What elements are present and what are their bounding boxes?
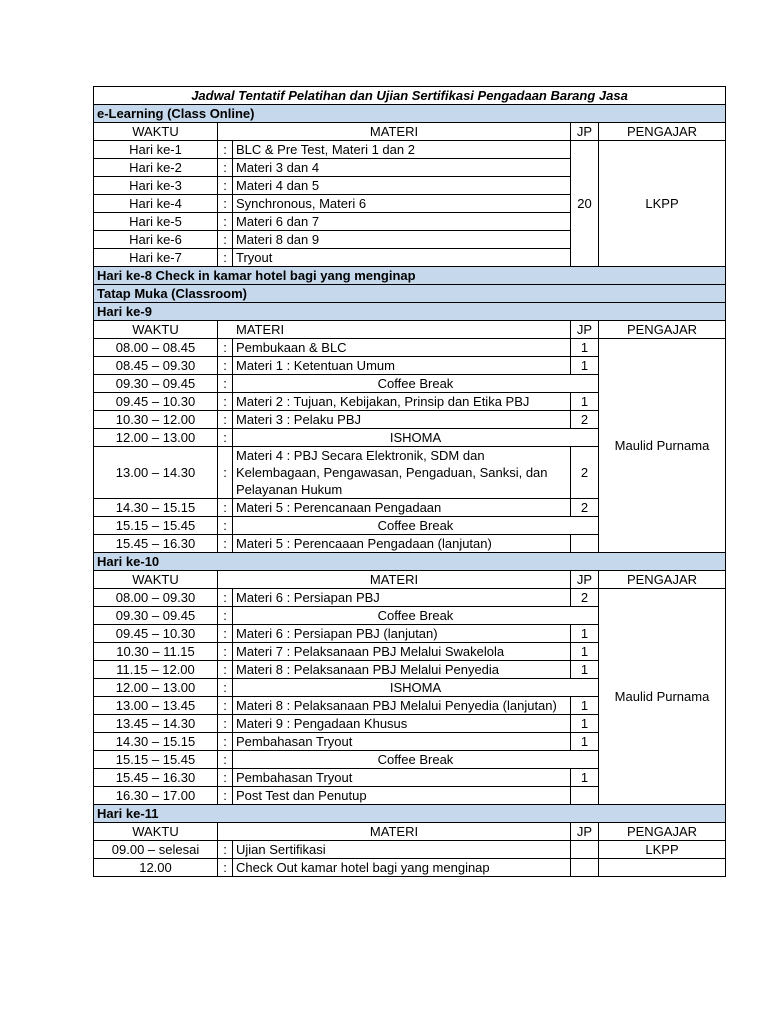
schedule-page — [93, 86, 725, 877]
colon-cell: : — [218, 607, 233, 625]
section-tatap-muka: Tatap Muka (Classroom) — [94, 285, 726, 303]
waktu-cell: 10.30 – 11.15 — [94, 643, 218, 661]
materi-cell: Materi 3 dan 4 — [233, 159, 571, 177]
colon-cell: : — [218, 213, 233, 231]
waktu-cell: Hari ke-6 — [94, 231, 218, 249]
colon-cell: : — [218, 625, 233, 643]
section-row — [94, 805, 726, 823]
waktu-cell: 16.30 – 17.00 — [94, 787, 218, 805]
waktu-cell: Hari ke-5 — [94, 213, 218, 231]
header-waktu: WAKTU — [94, 321, 218, 339]
colon-cell: : — [218, 141, 233, 159]
colon-cell: : — [218, 751, 233, 769]
colon-cell: : — [218, 859, 233, 877]
waktu-cell: 09.00 – selesai — [94, 841, 218, 859]
pengajar-cell: LKPP — [599, 141, 726, 267]
header-waktu: WAKTU — [94, 571, 218, 589]
colon-cell: : — [218, 393, 233, 411]
break-cell: ISHOMA — [233, 679, 599, 697]
header-row — [94, 123, 726, 141]
header-jp: JP — [571, 321, 599, 339]
colon-cell: : — [218, 715, 233, 733]
header-waktu: WAKTU — [94, 823, 218, 841]
colon-cell: : — [218, 411, 233, 429]
colon-cell: : — [218, 697, 233, 715]
jp-cell — [571, 535, 599, 553]
jp-cell: 1 — [571, 661, 599, 679]
waktu-cell: 13.45 – 14.30 — [94, 715, 218, 733]
section-day11: Hari ke-11 — [94, 805, 726, 823]
colon-cell: : — [218, 177, 233, 195]
section-row — [94, 303, 726, 321]
header-jp: JP — [571, 571, 599, 589]
waktu-cell: 08.00 – 08.45 — [94, 339, 218, 357]
header-jp: JP — [571, 123, 599, 141]
waktu-cell: 15.45 – 16.30 — [94, 535, 218, 553]
materi-cell: Materi 4 dan 5 — [233, 177, 571, 195]
materi-cell: Materi 5 : Perencanaan Pengadaan — [233, 499, 571, 517]
jp-cell: 2 — [571, 411, 599, 429]
colon-cell: : — [218, 447, 233, 499]
jp-cell: 1 — [571, 625, 599, 643]
colon-cell: : — [218, 249, 233, 267]
jp-cell — [571, 787, 599, 805]
jp-cell: 1 — [571, 339, 599, 357]
materi-cell: Materi 6 : Persiapan PBJ (lanjutan) — [233, 625, 571, 643]
waktu-cell: Hari ke-3 — [94, 177, 218, 195]
pengajar-cell: Maulid Purnama — [599, 589, 726, 805]
schedule-table — [93, 86, 726, 877]
waktu-cell: 08.45 – 09.30 — [94, 357, 218, 375]
waktu-cell: 13.00 – 13.45 — [94, 697, 218, 715]
waktu-cell: 08.00 – 09.30 — [94, 589, 218, 607]
pengajar-cell — [599, 859, 726, 877]
colon-cell: : — [218, 231, 233, 249]
break-cell: ISHOMA — [233, 429, 599, 447]
colon-cell: : — [218, 643, 233, 661]
waktu-cell: 14.30 – 15.15 — [94, 499, 218, 517]
materi-cell: BLC & Pre Test, Materi 1 dan 2 — [233, 141, 571, 159]
colon-cell: : — [218, 429, 233, 447]
header-pengajar: PENGAJAR — [599, 123, 726, 141]
materi-cell: Pembukaan & BLC — [233, 339, 571, 357]
materi-cell: Materi 8 : Pelaksanaan PBJ Melalui Penyedia — [233, 661, 571, 679]
waktu-cell: 11.15 – 12.00 — [94, 661, 218, 679]
break-cell: Coffee Break — [233, 517, 599, 535]
waktu-cell: 09.30 – 09.45 — [94, 375, 218, 393]
waktu-cell: 14.30 – 15.15 — [94, 733, 218, 751]
waktu-cell: 12.00 — [94, 859, 218, 877]
jp-cell — [571, 859, 599, 877]
header-pengajar: PENGAJAR — [599, 571, 726, 589]
waktu-cell: 15.15 – 15.45 — [94, 751, 218, 769]
colon-cell: : — [218, 589, 233, 607]
jp-cell: 1 — [571, 733, 599, 751]
break-cell: Coffee Break — [233, 607, 599, 625]
colon-cell: : — [218, 357, 233, 375]
pengajar-cell: LKPP — [599, 841, 726, 859]
colon-cell: : — [218, 661, 233, 679]
header-row — [94, 321, 726, 339]
header-materi: MATERI — [218, 823, 571, 841]
waktu-cell: 09.30 – 09.45 — [94, 607, 218, 625]
section-day10: Hari ke-10 — [94, 553, 726, 571]
jp-cell: 1 — [571, 769, 599, 787]
section-row — [94, 267, 726, 285]
section-day9: Hari ke-9 — [94, 303, 726, 321]
colon-cell: : — [218, 787, 233, 805]
waktu-cell: 12.00 – 13.00 — [94, 429, 218, 447]
waktu-cell: 12.00 – 13.00 — [94, 679, 218, 697]
colon-cell: : — [218, 517, 233, 535]
materi-cell: Synchronous, Materi 6 — [233, 195, 571, 213]
header-materi: MATERI — [218, 123, 571, 141]
materi-cell: Ujian Sertifikasi — [233, 841, 571, 859]
materi-cell: Materi 7 : Pelaksanaan PBJ Melalui Swakelola — [233, 643, 571, 661]
header-jp: JP — [571, 823, 599, 841]
colon-cell: : — [218, 499, 233, 517]
jp-cell: 2 — [571, 589, 599, 607]
colon-cell: : — [218, 679, 233, 697]
header-row — [94, 823, 726, 841]
materi-cell: Post Test dan Penutup — [233, 787, 571, 805]
waktu-cell: 15.15 – 15.45 — [94, 517, 218, 535]
break-cell: Coffee Break — [233, 375, 599, 393]
table-row — [94, 141, 726, 159]
waktu-cell: 10.30 – 12.00 — [94, 411, 218, 429]
section-row — [94, 285, 726, 303]
materi-cell: Materi 3 : Pelaku PBJ — [233, 411, 571, 429]
document-title: Jadwal Tentatif Pelatihan dan Ujian Sertifikasi Pengadaan Barang Jasa — [94, 87, 726, 105]
header-waktu: WAKTU — [94, 123, 218, 141]
table-row — [94, 589, 726, 607]
waktu-cell: 15.45 – 16.30 — [94, 769, 218, 787]
materi-cell: Materi 8 : Pelaksanaan PBJ Melalui Penyedia (lanjutan) — [233, 697, 571, 715]
waktu-cell: 13.00 – 14.30 — [94, 447, 218, 499]
jp-cell: 2 — [571, 499, 599, 517]
jp-cell: 1 — [571, 357, 599, 375]
materi-cell: Materi 8 dan 9 — [233, 231, 571, 249]
materi-cell: Materi 4 : PBJ Secara Elektronik, SDM dan Kelembagaan, Pengawasan, Pengaduan, Sanksi, dan Pelayanan Hukum — [233, 447, 571, 499]
header-pengajar: PENGAJAR — [599, 823, 726, 841]
materi-cell: Materi 2 : Tujuan, Kebijakan, Prinsip dan Etika PBJ — [233, 393, 571, 411]
materi-cell: Check Out kamar hotel bagi yang menginap — [233, 859, 571, 877]
colon-cell: : — [218, 841, 233, 859]
waktu-cell: 09.45 – 10.30 — [94, 393, 218, 411]
colon-cell: : — [218, 195, 233, 213]
materi-cell: Materi 6 : Persiapan PBJ — [233, 589, 571, 607]
colon-cell: : — [218, 769, 233, 787]
jp-cell: 20 — [571, 141, 599, 267]
colon-cell: : — [218, 339, 233, 357]
section-elearning: e-Learning (Class Online) — [94, 105, 726, 123]
table-row — [94, 841, 726, 859]
jp-cell: 2 — [571, 447, 599, 499]
colon-cell: : — [218, 159, 233, 177]
section-row — [94, 105, 726, 123]
jp-cell — [571, 841, 599, 859]
table-row — [94, 859, 726, 877]
materi-cell: Materi 5 : Perencaaan Pengadaan (lanjutan) — [233, 535, 571, 553]
materi-cell: Materi 1 : Ketentuan Umum — [233, 357, 571, 375]
materi-cell: Materi 9 : Pengadaan Khusus — [233, 715, 571, 733]
jp-cell: 1 — [571, 643, 599, 661]
header-materi: MATERI — [218, 321, 571, 339]
waktu-cell: Hari ke-4 — [94, 195, 218, 213]
header-row — [94, 571, 726, 589]
jp-cell: 1 — [571, 715, 599, 733]
pengajar-cell: Maulid Purnama — [599, 339, 726, 553]
waktu-cell: Hari ke-7 — [94, 249, 218, 267]
materi-cell: Pembahasan Tryout — [233, 733, 571, 751]
colon-cell: : — [218, 733, 233, 751]
colon-cell: : — [218, 375, 233, 393]
header-pengajar: PENGAJAR — [599, 321, 726, 339]
materi-cell: Tryout — [233, 249, 571, 267]
waktu-cell: Hari ke-1 — [94, 141, 218, 159]
section-row — [94, 553, 726, 571]
table-row — [94, 339, 726, 357]
colon-cell: : — [218, 535, 233, 553]
jp-cell: 1 — [571, 393, 599, 411]
materi-cell: Pembahasan Tryout — [233, 769, 571, 787]
waktu-cell: Hari ke-2 — [94, 159, 218, 177]
header-materi: MATERI — [218, 571, 571, 589]
waktu-cell: 09.45 – 10.30 — [94, 625, 218, 643]
break-cell: Coffee Break — [233, 751, 599, 769]
section-day8: Hari ke-8 Check in kamar hotel bagi yang menginap — [94, 267, 726, 285]
jp-cell: 1 — [571, 697, 599, 715]
materi-cell: Materi 6 dan 7 — [233, 213, 571, 231]
title-row — [94, 87, 726, 105]
